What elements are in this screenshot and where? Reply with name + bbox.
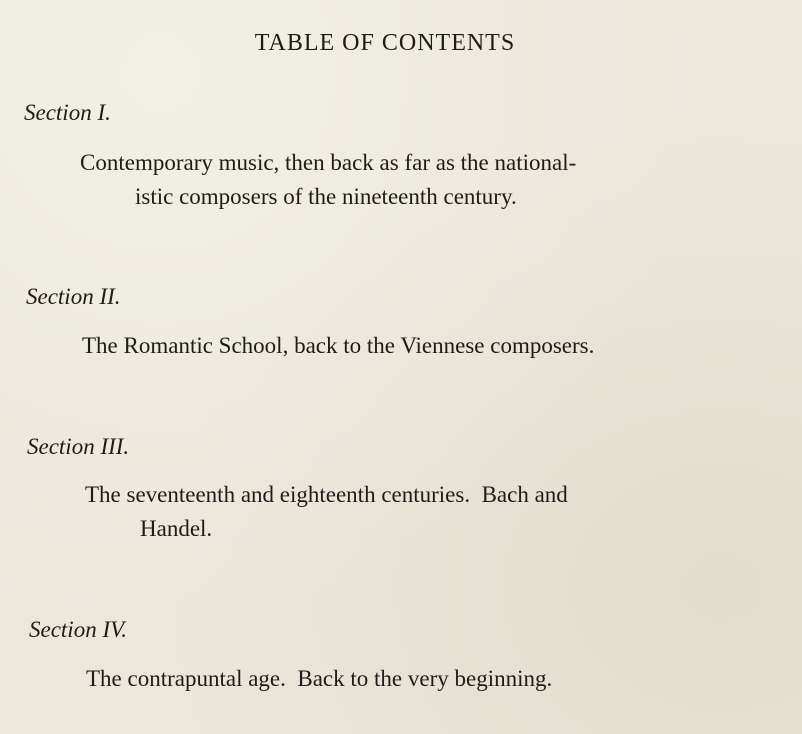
section-4-line-1: The contrapuntal age. Back to the very beginning.: [86, 666, 553, 691]
section-1-label: Section I.: [24, 100, 111, 125]
section-4-description: [86, 662, 786, 696]
section-4-label: Section IV.: [29, 617, 127, 642]
section-2-description: [82, 329, 782, 363]
section-1-line-2: istic composers of the nineteenth century.: [135, 184, 517, 209]
section-2-line-1: The Romantic School, back to the Viennese composers.: [82, 333, 595, 358]
section-1-description: [80, 146, 780, 214]
section-3-line-2: Handel.: [140, 516, 213, 541]
section-3-line-1: The seventeenth and eighteenth centuries. Bach and: [85, 482, 568, 507]
section-1-line-1: Contemporary music, then back as far as the national-: [80, 150, 577, 175]
section-3-label: Section III.: [27, 434, 130, 459]
section-2-label: Section II.: [26, 284, 121, 309]
page-title: TABLE OF CONTENTS: [254, 30, 516, 56]
section-3-description: [85, 478, 785, 546]
